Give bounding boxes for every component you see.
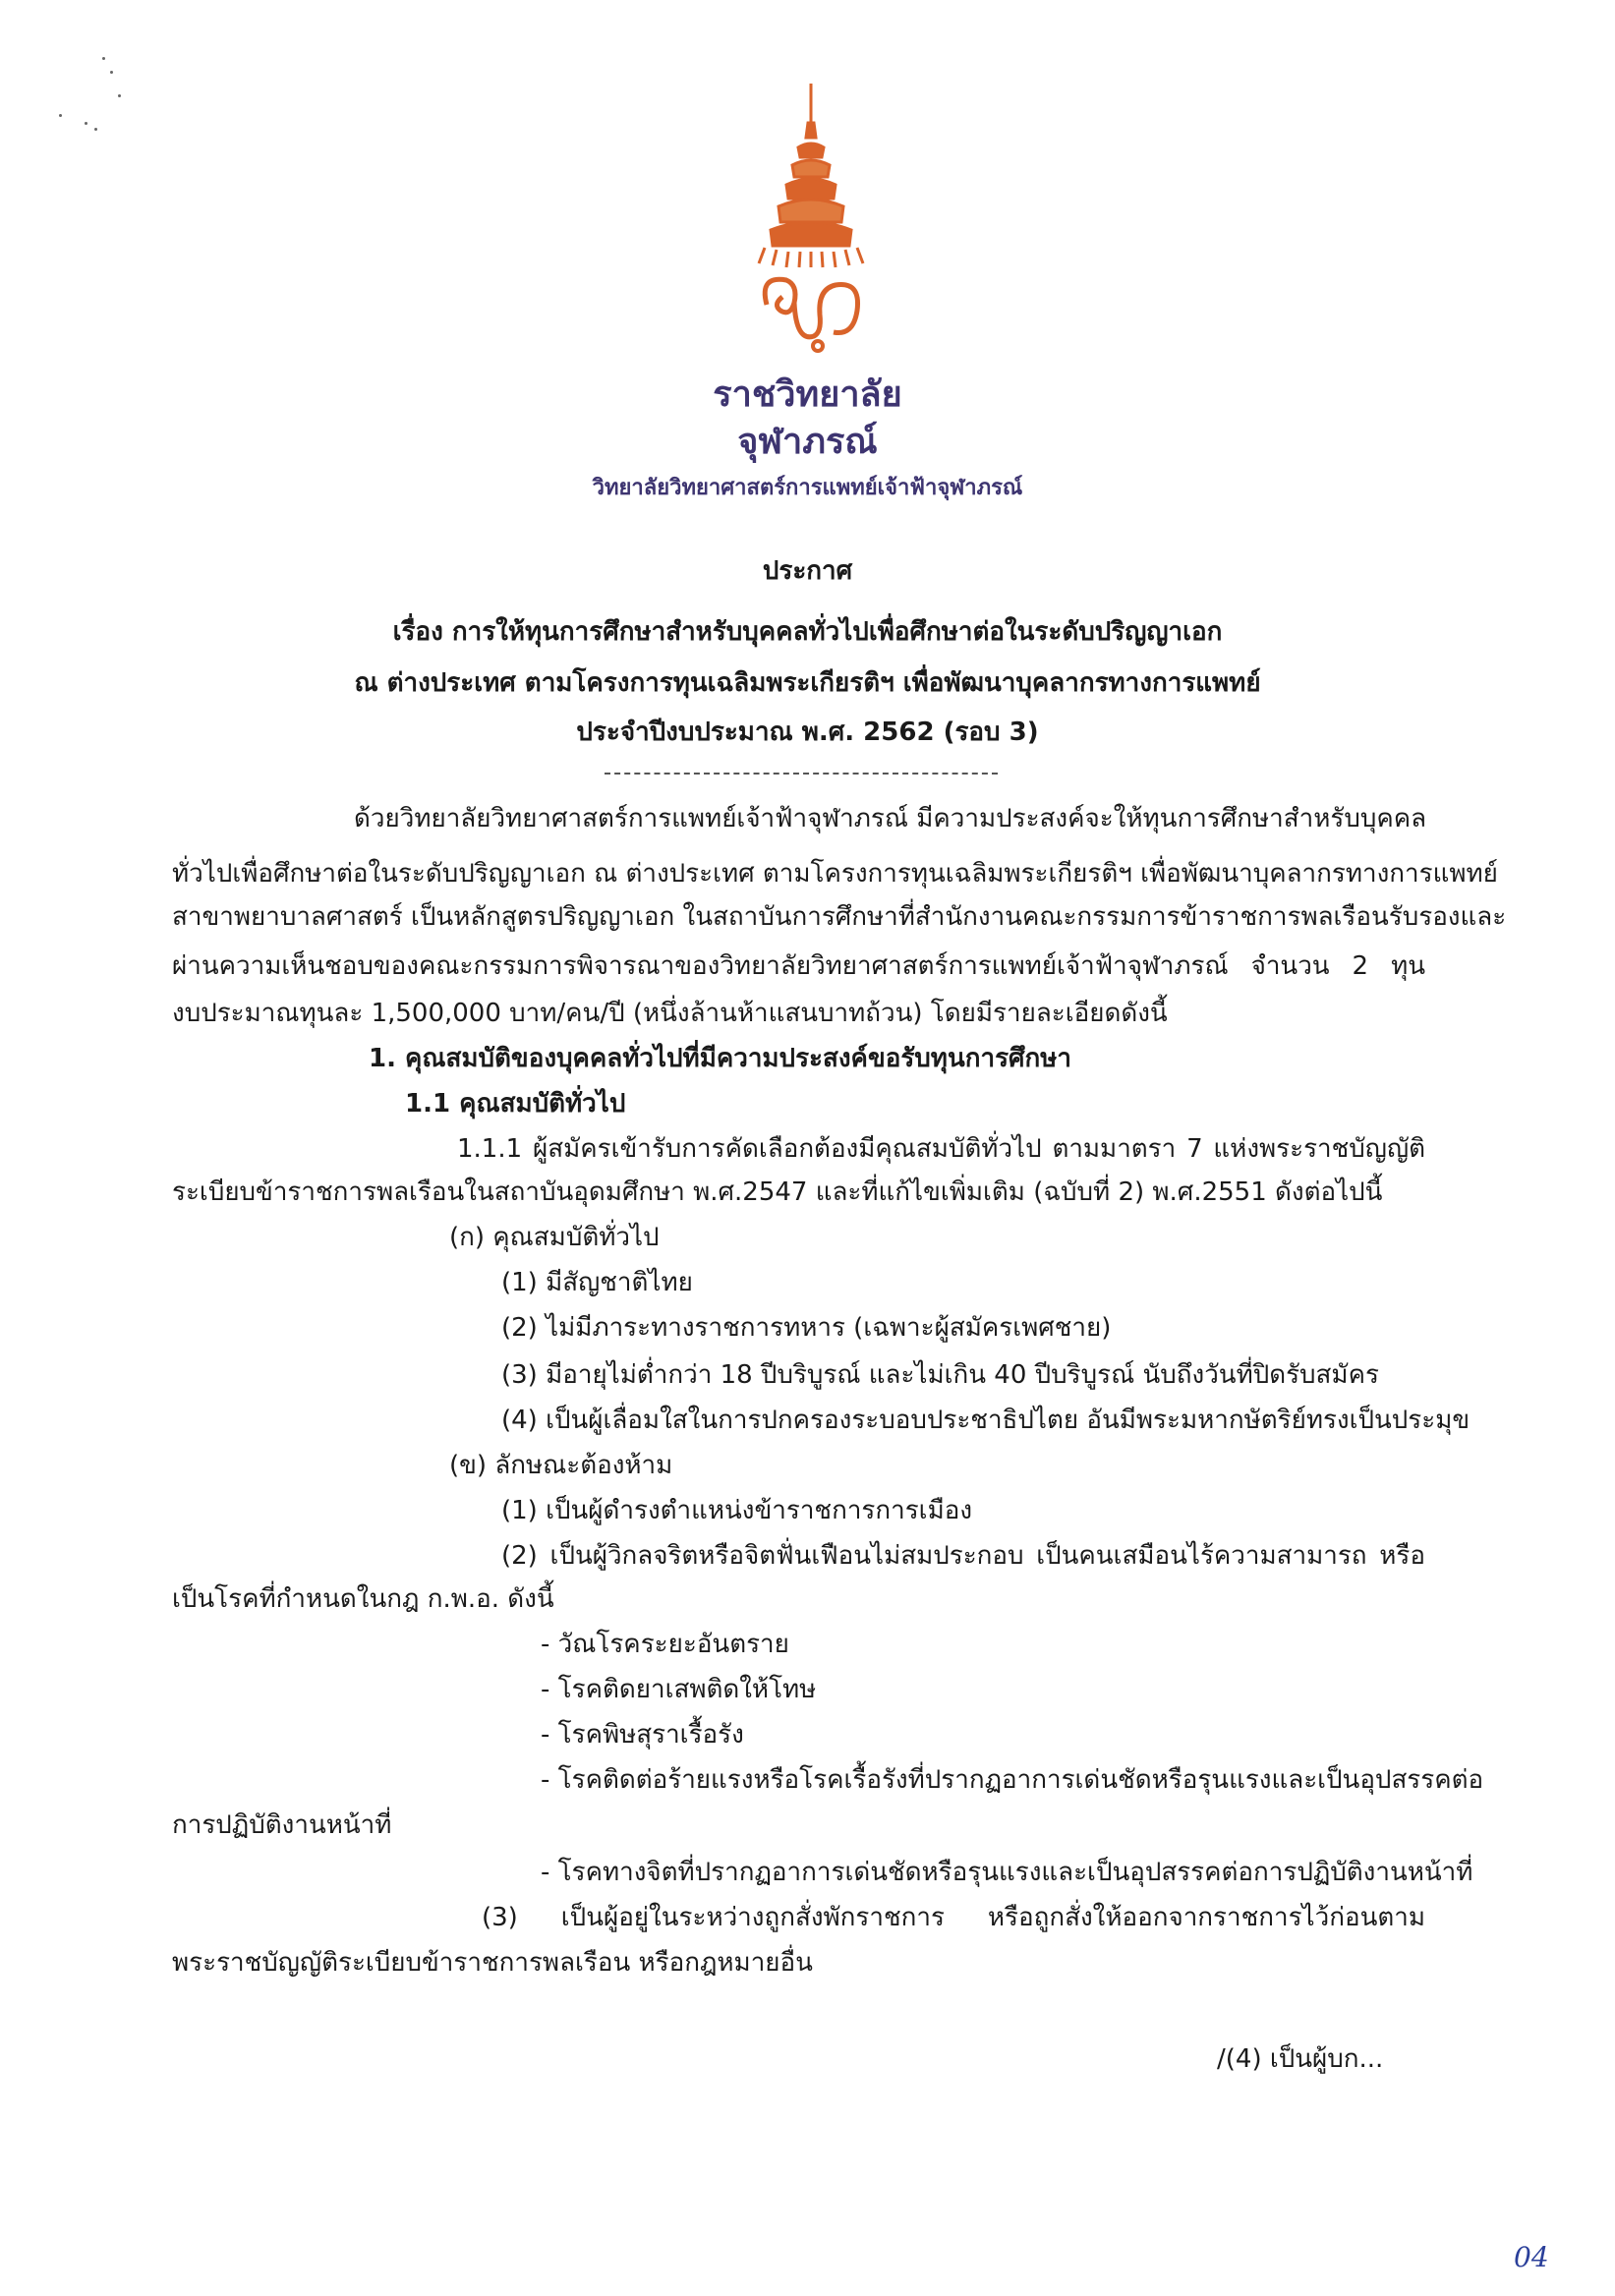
announcement-subject-line2: ณ ต่างประเทศ ตามโครงการทุนเฉลิมพระเกียรติฯ เพื่อพัฒนาบุคลากรทางการแพทย์ [354, 668, 1261, 698]
intro-line-3: สาขาพยาบาลศาสตร์ เป็นหลักสูตรปริญญาเอก ในสถาบันการศึกษาที่สำนักงานคณะกรรมการข้าราชการพลเรือนรับรองและ [172, 902, 1507, 932]
prohibition-b-item-3-line2: พระราชบัญญัติระเบียบข้าราชการพลเรือน หรือกฎหมายอื่น [172, 1948, 813, 1978]
prohibition-b-item-2-line1: (2) เป็นผู้วิกลจริตหรือจิตฟั่นเฟือนไม่สมประกอบ เป็นคนเสมือนไร้ความสามารถ หรือ [501, 1541, 1425, 1571]
continuation-note: /(4) เป็นผู้บก... [1217, 2044, 1384, 2074]
clause-1-1-1-line1: 1.1.1 ผู้สมัครเข้ารับการคัดเลือกต้องมีคุณสมบัติทั่วไป ตามมาตรา 7 แห่งพระราชบัญญัติ [457, 1134, 1425, 1164]
disease-item-4-line1: - โรคติดต่อร้ายแรงหรือโรคเรื้อรังที่ปรากฏอาการเด่นชัดหรือรุนแรงและเป็นอุปสรรคต่อ [541, 1765, 1484, 1795]
intro-line-1: ด้วยวิทยาลัยวิทยาศาสตร์การแพทย์เจ้าฟ้าจุฬาภรณ์ มีความประสงค์จะให้ทุนการศึกษาสำหรับบุคคล [354, 804, 1427, 833]
qualification-a-label: (ก) คุณสมบัติทั่วไป [449, 1223, 660, 1252]
disease-item-4-line2: การปฏิบัติงานหน้าที่ [172, 1810, 392, 1840]
qualification-a-item: (2) ไม่มีภาระทางราชการทหาร (เฉพาะผู้สมัครเพศชาย) [501, 1313, 1112, 1343]
qualification-a-item: (3) มีอายุไม่ต่ำกว่า 18 ปีบริบูรณ์ และไม่เกิน 40 ปีบริบูรณ์ นับถึงวันที่ปิดรับสมัคร [501, 1360, 1379, 1390]
prohibition-b-item-1: (1) เป็นผู้ดำรงตำแหน่งข้าราชการการเมือง [501, 1496, 973, 1525]
disease-item: - โรคพิษสุราเรื้อรัง [541, 1720, 744, 1750]
brand-subtitle: วิทยาลัยวิทยาศาสตร์การแพทย์เจ้าฟ้าจุฬาภรณ์ [592, 476, 1023, 500]
disease-item-5: - โรคทางจิตที่ปรากฏอาการเด่นชัดหรือรุนแรงและเป็นอุปสรรคต่อการปฏิบัติงานหน้าที่ [541, 1858, 1473, 1887]
section-1-1-heading: 1.1 คุณสมบัติทั่วไป [405, 1089, 626, 1119]
disease-item: - วัณโรคระยะอันตราย [541, 1630, 789, 1659]
prohibition-b-item-2-line2: เป็นโรคที่กำหนดในกฎ ก.พ.อ. ดังนี้ [172, 1584, 554, 1614]
announcement-subject-line3: ประจำปีงบประมาณ พ.ศ. 2562 (รอบ 3) [576, 718, 1039, 747]
brand-name-line1: ราชวิทยาลัย [713, 374, 902, 415]
qualification-a-item: (1) มีสัญชาติไทย [501, 1268, 693, 1297]
intro-line-5: งบประมาณทุนละ 1,500,000 บาท/คน/ปี (หนึ่งล้านห้าแสนบาทถ้วน) โดยมีรายละเอียดดังนี้ [172, 999, 1168, 1028]
handwritten-page-mark: 04 [1514, 2241, 1549, 2273]
qualification-a-item: (4) เป็นผู้เลื่อมใสในการปกครองระบอบประชาธิปไตย อันมีพระมหากษัตริย์ทรงเป็นประมุข [501, 1406, 1471, 1435]
section-1-heading: 1. คุณสมบัติของบุคคลทั่วไปที่มีความประสงค์ขอรับทุนการศึกษา [369, 1044, 1072, 1073]
prohibition-b-label: (ข) ลักษณะต้องห้าม [449, 1451, 673, 1480]
brand-name-line2: จุฬาภรณ์ [737, 422, 878, 462]
intro-line-2: ทั่วไปเพื่อศึกษาต่อในระดับปริญญาเอก ณ ต่างประเทศ ตามโครงการทุนเฉลิมพระเกียรติฯ เพื่อพัฒนาบุคลากรทางการแพทย์ [172, 859, 1498, 889]
prohibition-b-item-3-line1: (3) เป็นผู้อยู่ในระหว่างถูกสั่งพักราชการ หรือถูกสั่งให้ออกจากราชการไว้ก่อนตาม [482, 1903, 1425, 1932]
heading-separator [605, 773, 998, 775]
disease-item: - โรคติดยาเสพติดให้โทษ [541, 1675, 817, 1704]
intro-line-4: ผ่านความเห็นชอบของคณะกรรมการพิจารณาของวิทยาลัยวิทยาศาสตร์การแพทย์เจ้าฟ้าจุฬาภรณ์ จำนวน 2 ทุน [172, 951, 1425, 981]
clause-1-1-1-line2: ระเบียบข้าราชการพลเรือนในสถาบันอุดมศึกษา พ.ศ.2547 และที่แก้ไขเพิ่มเติม (ฉบับที่ 2) พ.ศ.2551 ดังต่อไปนี้ [172, 1177, 1383, 1207]
announcement-type: ประกาศ [762, 556, 853, 586]
college-emblem-logo [737, 79, 885, 373]
announcement-subject: เรื่อง การให้ทุนการศึกษาสำหรับบุคคลทั่วไปเพื่อศึกษาต่อในระดับปริญญาเอก [392, 617, 1223, 647]
